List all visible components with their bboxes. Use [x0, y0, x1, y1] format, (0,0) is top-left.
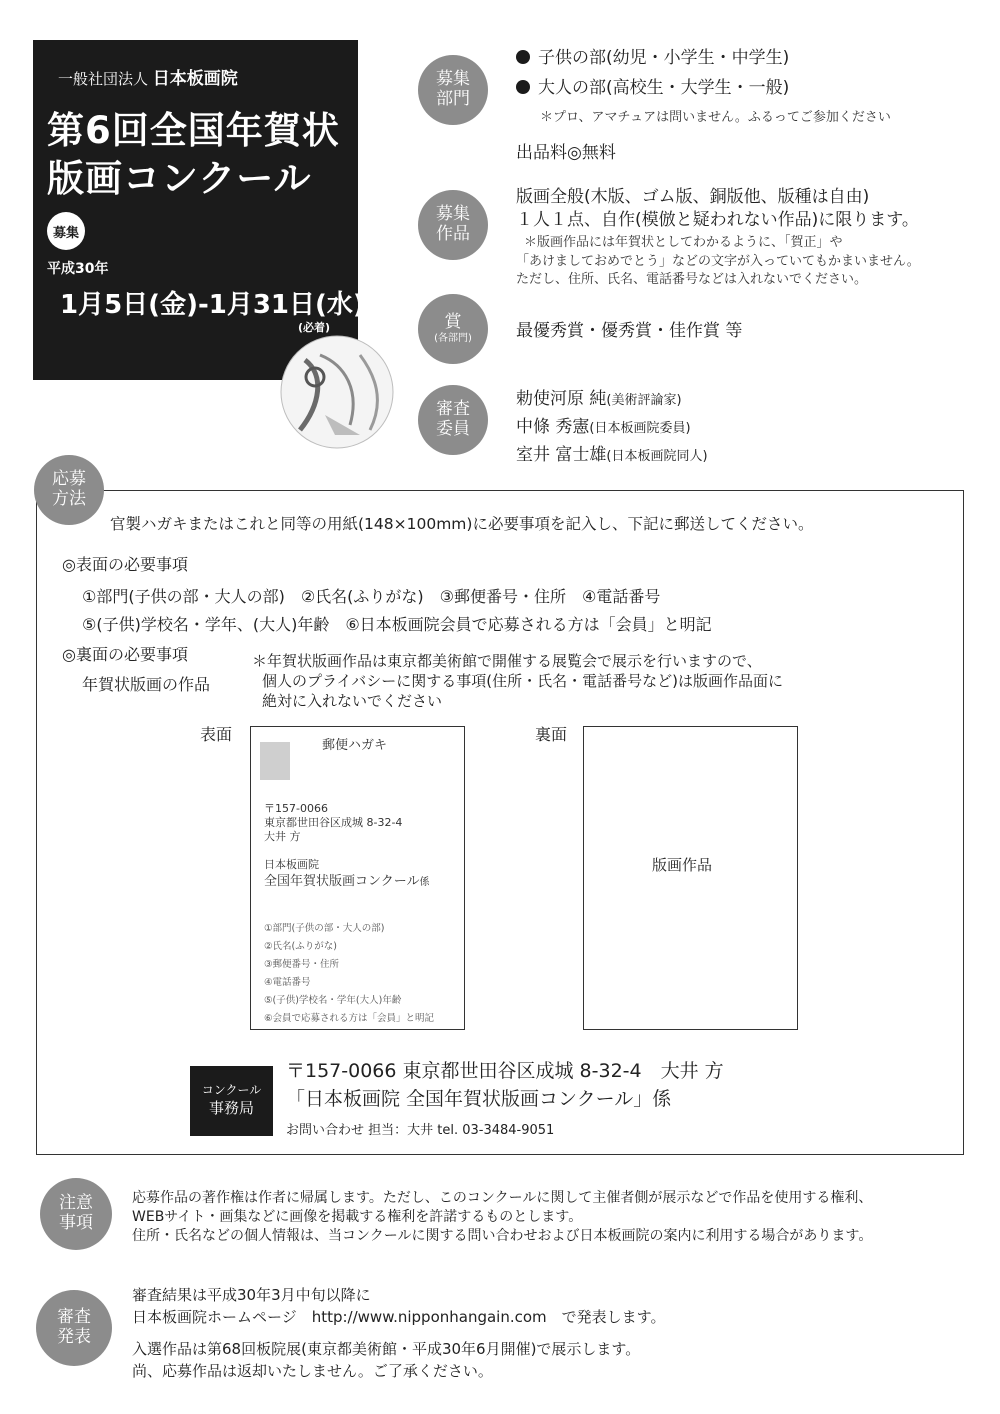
works-note-1: ＊版画作品には年賀状としてわかるように、「賀正」や — [524, 235, 843, 250]
front-heading: ◎表面の必要事項 — [62, 555, 188, 574]
office-address: 〒157-0066 東京都世田谷区成城 8-32-4 大井 方 — [286, 1060, 724, 1082]
judge-1: 勅使河原 純(美術評論家) — [516, 389, 682, 409]
bullet-icon — [516, 80, 530, 94]
notes-line-3: 住所・氏名などの個人情報は、当コンクールに関する問い合わせおよび日本板画院の案内に利用する場合があります。 — [132, 1228, 873, 1244]
notes-line-2: WEBサイト・画集などに画像を掲載する権利を許諾するものとします。 — [132, 1209, 583, 1225]
stamp-placeholder — [260, 742, 290, 780]
label-categories: 募集 部門 — [418, 55, 488, 125]
back-item: 年賀状版画の作品 — [82, 675, 211, 694]
back-card-label: 版画作品 — [652, 856, 713, 874]
office-badge: コンクール 事務局 — [190, 1066, 273, 1136]
prize-text: 最優秀賞・優秀賞・佳作賞 等 — [516, 321, 743, 341]
works-note-3: ただし、住所、氏名、電話番号などは入れないでください。 — [516, 272, 868, 287]
back-note-3: 絶対に入れないでください — [262, 692, 443, 710]
postcard-item-4: ④電話番号 — [264, 977, 311, 988]
category-children: 子供の部(幼児・小学生・中学生) — [516, 43, 789, 68]
works-line-2: １人１点、自作(模倣と疑われない作品)に限ります。 — [516, 210, 919, 230]
label-works: 募集 作品 — [418, 190, 488, 260]
entry-fee: 出品料◎無料 — [516, 143, 616, 163]
results-line-2: 日本板画院ホームページ http://www.nipponhangain.com で発表します。 — [132, 1308, 666, 1326]
results-line-4: 尚、応募作品は返却いたしません。ご了承ください。 — [132, 1362, 493, 1380]
postcard-item-2: ②氏名(ふりがな) — [264, 941, 337, 952]
title-line-2: 版画コンクール — [47, 157, 312, 200]
label-apply: 応募 方法 — [34, 455, 104, 525]
front-label: 表面 — [200, 725, 233, 744]
office-contact: お問い合わせ 担当：大井 tel. 03-3484-9051 — [286, 1123, 555, 1138]
category-adults: 大人の部(高校生・大学生・一般) — [516, 73, 789, 98]
back-heading: ◎裏面の必要事項 — [62, 645, 188, 664]
judge-3: 室井 富士雄(日本板画院同人) — [516, 445, 708, 465]
organization: 一般社団法人 日本板画院 — [58, 69, 238, 89]
works-note-2: 「あけましておめでとう」などの文字が入っていてもかまいません。 — [516, 254, 920, 269]
front-items-2: ⑤(子供)学校名・学年、(大人)年齢 ⑥日本板画院会員で応募される方は「会員」と明記 — [82, 615, 712, 634]
works-line-1: 版画全般(木版、ゴム版、銅版他、版種は自由) — [516, 187, 870, 207]
label-prize: 賞 (各部門) — [418, 294, 488, 364]
postcard-item-6: ⑥会員で応募される方は「会員」と明記 — [264, 1013, 435, 1024]
seal-illustration — [265, 335, 410, 450]
results-line-3: 入選作品は第68回板院展(東京都美術館・平成30年6月開催)で展示します。 — [132, 1340, 641, 1358]
title-line-1: 第6回全国年賀状 — [47, 109, 340, 152]
postcard-item-5: ⑤(子供)学校名・学年(大人)年齢 — [264, 995, 402, 1006]
postcard-recipient: 大井 方 — [264, 830, 301, 843]
postcard-org: 日本板画院 — [264, 858, 319, 871]
front-items-1: ①部門(子供の部・大人の部) ②氏名(ふりがな) ③郵便番号・住所 ④電話番号 — [82, 587, 661, 606]
apply-intro: 官製ハガキまたはこれと同等の用紙(148×100mm)に必要事項を記入し、下記に郵送してください。 — [110, 515, 814, 533]
label-judges: 審査 委員 — [418, 385, 488, 455]
office-name: 「日本板画院 全国年賀状版画コンクール」係 — [286, 1088, 672, 1110]
postcard-address: 東京都世田谷区成城 8-32-4 — [264, 816, 403, 829]
postcard-contest: 全国年賀状版画コンクール係 — [264, 874, 430, 889]
postcard-header: 郵便ハガキ — [322, 738, 388, 753]
bullet-icon — [516, 50, 530, 64]
judge-2: 中條 秀憲(日本板画院委員) — [516, 417, 691, 437]
postcard-back — [583, 726, 798, 1030]
back-note-2: 個人のプライバシーに関する事項(住所・氏名・電話番号など)は版画作品面に — [262, 672, 783, 690]
postcard-item-1: ①部門(子供の部・大人の部) — [264, 923, 385, 934]
recruit-badge: 募集 — [47, 212, 85, 250]
notes-line-1: 応募作品の著作権は作者に帰属します。ただし、このコンクールに関して主催者側が展示などで作品を使用する権利、 — [132, 1190, 873, 1206]
label-results: 審査 発表 — [36, 1290, 112, 1366]
postcard-item-3: ③郵便番号・住所 — [264, 959, 340, 970]
back-label: 裏面 — [535, 725, 568, 744]
category-note: ＊プロ、アマチュアは問いません。ふるってご参加ください — [540, 110, 891, 125]
results-line-1: 審査結果は平成30年3月中旬以降に — [132, 1286, 371, 1304]
arrival-note: (必着) — [298, 321, 331, 334]
era-year: 平成30年 — [47, 261, 109, 277]
back-note-1: ＊年賀状版画作品は東京都美術館で開催する展覧会で展示を行いますので、 — [252, 652, 762, 670]
recruit-period: 1月5日(金)-1月31日(水) — [60, 290, 365, 320]
label-notes: 注意 事項 — [40, 1178, 112, 1250]
postcard-zip: 〒157-0066 — [264, 802, 328, 815]
